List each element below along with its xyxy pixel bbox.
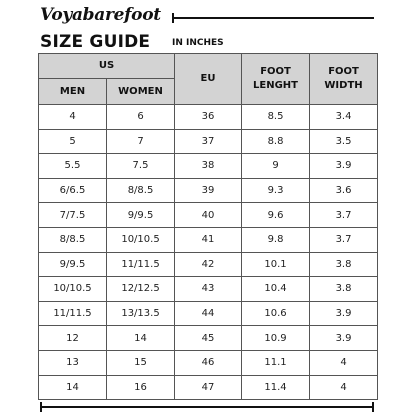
foot-width-cell: 3.9	[310, 301, 378, 326]
men-size-cell: 4	[39, 105, 107, 130]
eu-size-cell: 43	[175, 277, 242, 302]
women-size-cell: 14	[107, 326, 175, 351]
men-size-cell: 11/11.5	[39, 301, 107, 326]
foot-length-cell: 11.1	[242, 350, 310, 375]
table-row	[39, 154, 378, 179]
table-row	[39, 129, 378, 154]
men-size-cell: 10/10.5	[39, 277, 107, 302]
foot-width-header: FOOT WIDTH	[310, 54, 378, 105]
eu-size-cell: 42	[175, 252, 242, 277]
foot-width-cell: 3.8	[310, 252, 378, 277]
foot-width-cell: 3.4	[310, 105, 378, 130]
men-size-cell: 13	[39, 350, 107, 375]
table-row	[39, 252, 378, 277]
eu-size-cell: 40	[175, 203, 242, 228]
table-row	[39, 326, 378, 351]
table-row	[39, 350, 378, 375]
foot-length-cell: 8.5	[242, 105, 310, 130]
men-header: MEN	[39, 79, 107, 105]
foot-width-cell: 3.8	[310, 277, 378, 302]
foot-length-cell: 8.8	[242, 129, 310, 154]
women-size-cell: 7	[107, 129, 175, 154]
units-note: IN INCHES	[172, 38, 224, 48]
men-size-cell: 9/9.5	[39, 252, 107, 277]
foot-width-cell: 3.7	[310, 227, 378, 252]
women-size-cell: 11/11.5	[107, 252, 175, 277]
foot-length-cell: 10.9	[242, 326, 310, 351]
brand-logo: Voyabarefoot	[40, 5, 161, 25]
men-size-cell: 14	[39, 375, 107, 400]
women-size-cell: 6	[107, 105, 175, 130]
eu-size-cell: 41	[175, 227, 242, 252]
table-row	[39, 227, 378, 252]
size-table	[38, 53, 378, 400]
women-size-cell: 15	[107, 350, 175, 375]
foot-length-cell: 10.1	[242, 252, 310, 277]
men-size-cell: 8/8.5	[39, 227, 107, 252]
top-divider	[172, 17, 374, 19]
women-size-cell: 9/9.5	[107, 203, 175, 228]
foot-width-cell: 3.7	[310, 203, 378, 228]
table-row	[39, 105, 378, 130]
eu-header: EU	[175, 54, 242, 105]
women-size-cell: 10/10.5	[107, 227, 175, 252]
women-size-cell: 7.5	[107, 154, 175, 179]
men-size-cell: 5	[39, 129, 107, 154]
foot-length-cell: 9.6	[242, 203, 310, 228]
header-row-top	[39, 54, 378, 79]
eu-size-cell: 46	[175, 350, 242, 375]
foot-length-cell: 10.6	[242, 301, 310, 326]
eu-size-cell: 47	[175, 375, 242, 400]
eu-size-cell: 45	[175, 326, 242, 351]
foot-length-cell: 9.8	[242, 227, 310, 252]
foot-width-cell: 4	[310, 350, 378, 375]
eu-size-cell: 39	[175, 178, 242, 203]
men-size-cell: 12	[39, 326, 107, 351]
foot-length-cell: 9	[242, 154, 310, 179]
foot-width-cell: 3.9	[310, 154, 378, 179]
eu-size-cell: 38	[175, 154, 242, 179]
foot-length-cell: 10.4	[242, 277, 310, 302]
table-row	[39, 277, 378, 302]
women-size-cell: 13/13.5	[107, 301, 175, 326]
eu-size-cell: 36	[175, 105, 242, 130]
foot-length-header: FOOT LENGHT	[242, 54, 310, 105]
page-title: SIZE GUIDE	[40, 32, 151, 52]
foot-width-cell: 3.9	[310, 326, 378, 351]
men-size-cell: 5.5	[39, 154, 107, 179]
eu-size-cell: 37	[175, 129, 242, 154]
bottom-rule-cap-right	[372, 402, 374, 412]
men-size-cell: 6/6.5	[39, 178, 107, 203]
women-size-cell: 16	[107, 375, 175, 400]
women-size-cell: 8/8.5	[107, 178, 175, 203]
foot-width-cell: 3.5	[310, 129, 378, 154]
foot-width-cell: 4	[310, 375, 378, 400]
table-row	[39, 203, 378, 228]
women-size-cell: 12/12.5	[107, 277, 175, 302]
eu-size-cell: 44	[175, 301, 242, 326]
men-size-cell: 7/7.5	[39, 203, 107, 228]
foot-width-cell: 3.6	[310, 178, 378, 203]
foot-length-cell: 9.3	[242, 178, 310, 203]
bottom-divider	[40, 406, 374, 408]
table-row	[39, 375, 378, 400]
us-header: US	[39, 54, 175, 79]
table-row	[39, 301, 378, 326]
table-row	[39, 178, 378, 203]
women-header: WOMEN	[107, 79, 175, 105]
foot-length-cell: 11.4	[242, 375, 310, 400]
table-body	[39, 105, 378, 400]
